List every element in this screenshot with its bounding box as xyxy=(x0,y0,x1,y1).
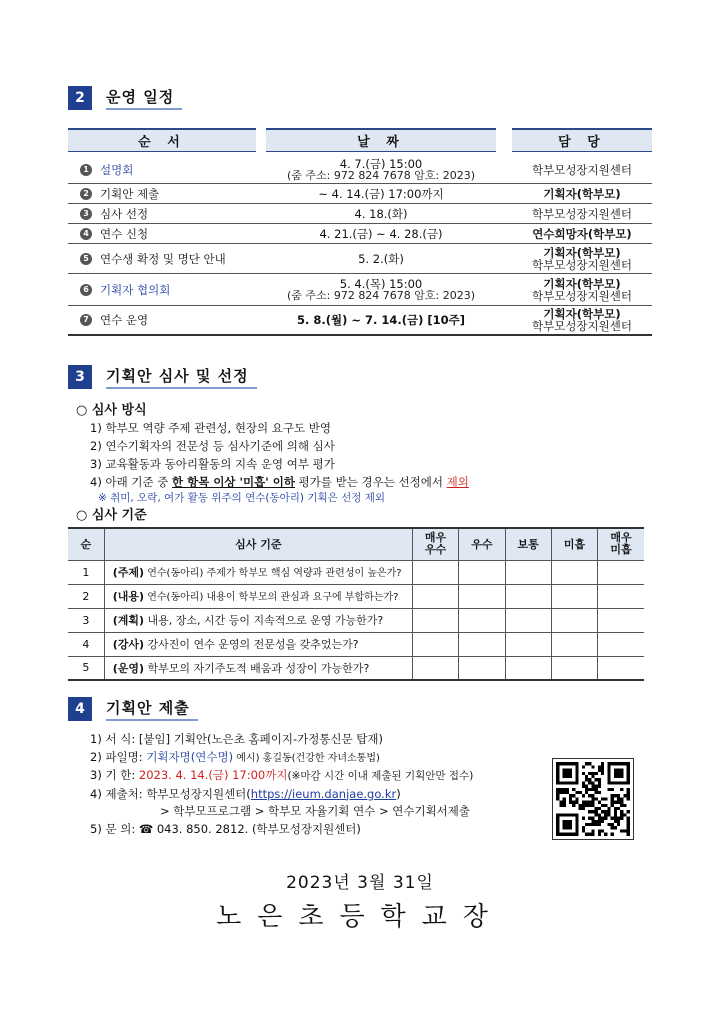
criteria-text xyxy=(104,608,412,632)
filename-pattern: 기획자명(연수명) xyxy=(146,749,234,764)
section-number: 2 xyxy=(68,86,92,110)
score-cell xyxy=(505,584,551,608)
score-cell xyxy=(412,560,458,584)
score-cell xyxy=(505,632,551,656)
criteria-num: 1 xyxy=(68,560,104,584)
criteria-tag: (운영) xyxy=(112,661,145,675)
score-cell xyxy=(551,608,597,632)
submission-list xyxy=(90,731,473,838)
school-principal: 노은초등학교장 xyxy=(216,902,504,932)
score-cell xyxy=(598,608,644,632)
header-criteria: 심사 기준 xyxy=(104,528,412,560)
method4-post: 평가를 받는 경우는 선정에서 xyxy=(295,475,447,489)
step-owner: 기획자(학부모) xyxy=(543,245,621,260)
score-cell xyxy=(412,584,458,608)
step-label: 심사 선정 xyxy=(100,206,149,221)
score-cell xyxy=(459,608,505,632)
header-average: 보통 xyxy=(505,528,551,560)
criteria-desc: 내용, 장소, 시간 등이 지속적으로 운영 가능한가? xyxy=(144,614,384,627)
schedule-row xyxy=(68,244,652,274)
circled-number: 7 xyxy=(80,314,92,326)
step-label: 연수 운영 xyxy=(100,313,149,327)
method4-exclude: 제외 xyxy=(446,475,469,489)
filename-example: 예시) 홍길동(건강한 자녀소통법) xyxy=(233,752,380,764)
score-cell xyxy=(459,656,505,680)
step-date: ~ 4. 14.(금) 17:00까지 xyxy=(318,186,444,201)
header-num: 순 xyxy=(68,528,104,560)
deadline-date: 2023. 4. 14.(금) 17:00까지 xyxy=(138,768,288,782)
score-cell xyxy=(412,656,458,680)
criteria-row xyxy=(68,656,644,680)
header-good: 우수 xyxy=(459,528,505,560)
criteria-row xyxy=(68,560,644,584)
criteria-row xyxy=(68,584,644,608)
step-label: 기획자 협의회 xyxy=(100,282,171,297)
step-label: 연수생 확정 및 명단 안내 xyxy=(100,251,226,266)
score-cell xyxy=(459,584,505,608)
criteria-text xyxy=(104,560,412,584)
score-cell xyxy=(551,632,597,656)
submit-filename xyxy=(90,749,473,768)
evaluation-table xyxy=(68,527,644,681)
section-title: 기획안 제출 xyxy=(106,697,198,721)
criteria-num: 3 xyxy=(68,608,104,632)
step-owner: 학부모성장지원센터 xyxy=(532,162,632,177)
score-cell xyxy=(459,632,505,656)
header-owner: 담 당 xyxy=(512,128,652,152)
schedule-table xyxy=(68,128,652,336)
circled-number: 1 xyxy=(80,164,92,176)
criteria-num: 4 xyxy=(68,632,104,656)
schedule-row xyxy=(68,306,652,336)
criteria-tag: (주제) xyxy=(112,566,145,579)
section-2-heading xyxy=(68,86,182,110)
destination-pre: 4) 제출처: 학부모성장지원센터( xyxy=(90,786,251,801)
step-date-sub: (줌 주소: 972 824 7678 암호: 2023) xyxy=(286,288,476,302)
step-owner-2: 학부모성장지원센터 xyxy=(532,257,632,272)
step-owner: 기획자(학부모) xyxy=(543,307,621,321)
score-cell xyxy=(505,656,551,680)
score-cell xyxy=(551,560,597,584)
step-date-sub: (줌 주소: 972 824 7678 암호: 2023) xyxy=(286,168,476,182)
score-cell xyxy=(551,584,597,608)
criteria-text xyxy=(104,632,412,656)
section-4-heading xyxy=(68,697,198,721)
criteria-desc: 연수(동아리) 내용이 학부모의 관심과 요구에 부합하는가? xyxy=(144,592,399,603)
header-excellent: 매우 우수 xyxy=(412,528,458,560)
section-number: 4 xyxy=(68,697,92,721)
schedule-row xyxy=(68,224,652,244)
criteria-desc: 강사진이 연수 운영의 전문성을 갖추었는가? xyxy=(144,638,359,651)
step-date: 4. 7.(금) 15:00 xyxy=(339,156,423,171)
destination-link[interactable]: https://ieum.danjae.go.kr xyxy=(250,786,397,801)
header-order: 순 서 xyxy=(68,128,256,152)
criteria-tag: (강사) xyxy=(112,638,145,651)
submit-destination xyxy=(90,786,473,804)
destination-path: > 학부모프로그램 > 학부모 자율기획 연수 > 연수기획서제출 xyxy=(160,804,471,818)
circled-number: 5 xyxy=(80,253,92,265)
step-owner: 기획자(학부모) xyxy=(543,276,621,291)
step-owner: 학부모성장지원센터 xyxy=(532,206,632,221)
criteria-tag: (계획) xyxy=(112,614,145,627)
criteria-text xyxy=(104,584,412,608)
step-date: 5. 8.(월) ~ 7. 14.(금) [10주] xyxy=(296,313,465,327)
circled-number: 2 xyxy=(80,188,92,200)
criteria-row xyxy=(68,608,644,632)
step-label: 기획안 제출 xyxy=(100,186,160,201)
score-cell xyxy=(598,656,644,680)
destination-post: ) xyxy=(396,786,401,801)
section-number: 3 xyxy=(68,365,92,389)
score-cell xyxy=(459,560,505,584)
criteria-desc: 연수(동아리) 주제가 학부모 핵심 역량과 관련성이 높은가? xyxy=(144,568,402,579)
step-owner-2: 학부모성장지원센터 xyxy=(532,288,632,303)
method-title: ○ 심사 방식 xyxy=(76,403,147,418)
method-item: 3) 교육활동과 동아리활동의 지속 운영 여부 평가 xyxy=(90,457,335,471)
header-very-poor: 매우 미흡 xyxy=(598,528,644,560)
filename-pre: 2) 파일명: xyxy=(90,749,147,764)
circled-number: 4 xyxy=(80,228,92,240)
method4-pre: 4) 아래 기준 중 xyxy=(90,475,172,489)
step-date: 4. 18.(화) xyxy=(354,206,408,221)
submit-contact: 5) 문 의: ☎ 043. 850. 2812. (학부모성장지원센터) xyxy=(90,821,361,836)
qr-code-icon[interactable] xyxy=(552,758,634,840)
criteria-text xyxy=(104,656,412,680)
step-owner: 기획자(학부모) xyxy=(543,186,621,201)
method-item: 1) 학부모 역량 주제 관련성, 현장의 요구도 반영 xyxy=(90,421,332,435)
schedule-row xyxy=(68,274,652,306)
criteria-row xyxy=(68,632,644,656)
criteria-num: 2 xyxy=(68,584,104,608)
step-date: 5. 4.(목) 15:00 xyxy=(339,276,423,291)
score-cell xyxy=(598,632,644,656)
submit-deadline xyxy=(90,767,473,786)
schedule-row xyxy=(68,184,652,204)
score-cell xyxy=(598,584,644,608)
section-3-heading xyxy=(68,365,257,389)
criteria-desc: 학부모의 자기주도적 배움과 성장이 가능한가? xyxy=(144,661,370,675)
score-cell xyxy=(412,632,458,656)
step-date: 5. 2.(화) xyxy=(358,251,404,266)
criteria-num: 5 xyxy=(68,656,104,680)
schedule-header xyxy=(68,128,652,152)
step-label: 설명회 xyxy=(100,162,134,177)
score-cell xyxy=(412,608,458,632)
step-owner: 연수희망자(학부모) xyxy=(532,226,632,241)
method4-highlight: 한 항목 이상 '미흡' 이하 xyxy=(171,475,296,489)
exclusion-note: ※ 취미, 오락, 여가 활동 위주의 연수(동아리) 기획은 선정 제외 xyxy=(98,492,385,504)
circled-number: 3 xyxy=(80,208,92,220)
method-item: 2) 연수기획자의 전문성 등 심사기준에 의해 심사 xyxy=(90,439,335,453)
header-date: 날 짜 xyxy=(266,128,496,152)
step-label: 연수 신청 xyxy=(100,226,149,241)
document-date: 2023년 3월 31일 xyxy=(286,873,434,893)
header-poor: 미흡 xyxy=(551,528,597,560)
schedule-row xyxy=(68,204,652,224)
score-cell xyxy=(505,560,551,584)
score-cell xyxy=(505,608,551,632)
criteria-title: ○ 심사 기준 xyxy=(76,508,147,523)
score-cell xyxy=(551,656,597,680)
score-cell xyxy=(598,560,644,584)
submit-format: 1) 서 식: [붙임] 기획안(노은초 홈페이지-가정통신문 탑재) xyxy=(90,732,383,746)
schedule-row xyxy=(68,156,652,184)
circled-number: 6 xyxy=(80,284,92,296)
step-owner-2: 학부모성장지원센터 xyxy=(532,319,632,333)
method-item xyxy=(90,474,469,491)
criteria-tag: (내용) xyxy=(112,590,145,603)
evaluation-header xyxy=(68,528,644,560)
section-title: 기획안 심사 및 선정 xyxy=(106,365,257,389)
step-date: 4. 21.(금) ~ 4. 28.(금) xyxy=(319,226,443,241)
deadline-note: (※마감 시간 이내 제출된 기획안만 접수) xyxy=(287,770,474,782)
section-title: 운영 일정 xyxy=(106,86,182,110)
deadline-pre: 3) 기 한: xyxy=(90,768,139,782)
